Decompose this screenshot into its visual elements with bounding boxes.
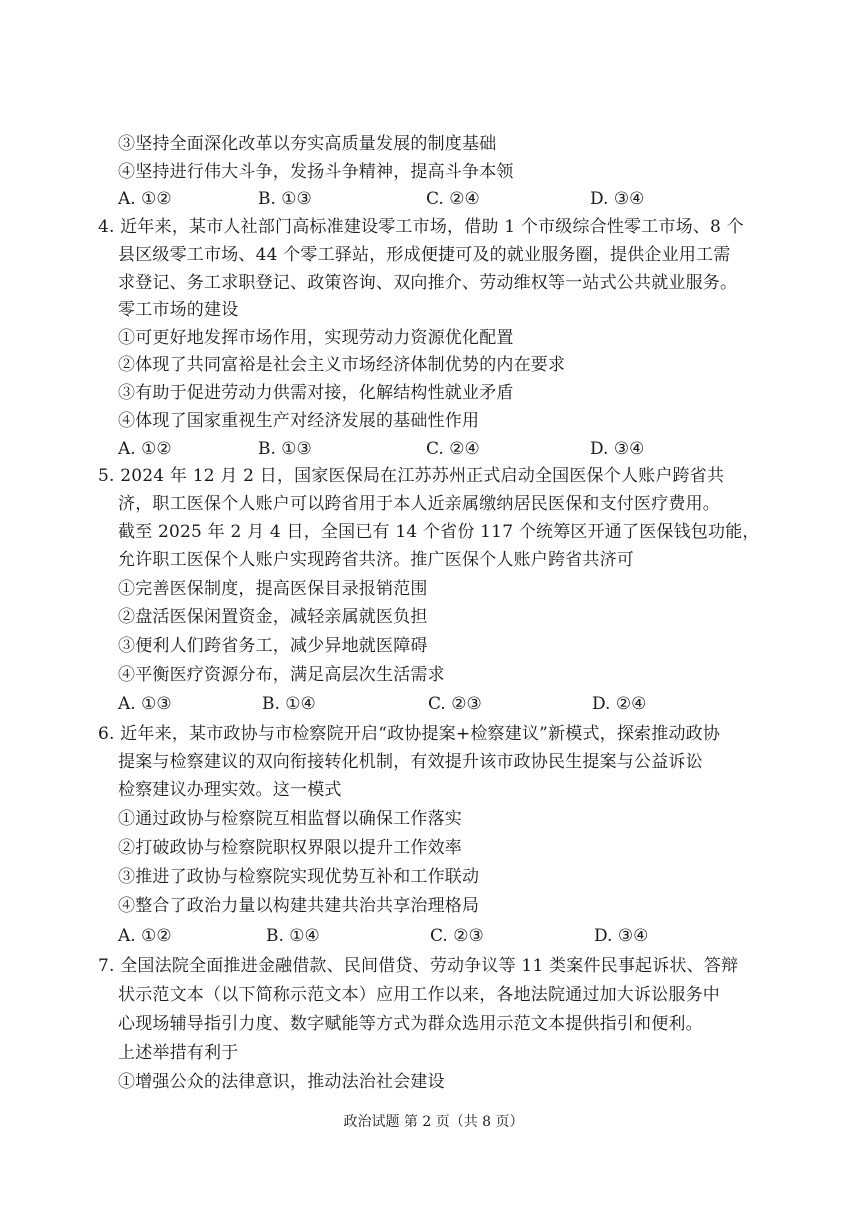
- q3-item-3: ③坚持全面深化改革以夯实高质量发展的制度基础: [118, 134, 497, 154]
- q7-stem-line-1: 7. 全国法院全面推进金融借款、民间借贷、劳动争议等 11 类案件民事起诉状、答辩: [98, 956, 739, 976]
- q3-item-4: ④坚持进行伟大斗争，发扬斗争精神，提高斗争本领: [118, 162, 514, 182]
- q4-item-1: ①可更好地发挥市场作用，实现劳动力资源优化配置: [118, 328, 514, 348]
- q4-stem-line-3: 求登记、务工求职登记、政策咨询、双向推介、劳动维权等一站式公共就业服务。: [118, 273, 738, 293]
- q6-item-3: ③推进了政协与检察院实现优势互补和工作联动: [118, 867, 480, 887]
- q5-options: [118, 693, 678, 715]
- q6-item-4: ④整合了政治力量以构建共建共治共享治理格局: [118, 896, 480, 916]
- q4-item-4: ④体现了国家重视生产对经济发展的基础性作用: [118, 411, 480, 431]
- q6-stem-line-2: 提案与检察建议的双向衔接转化机制，有效提升该市政协民生提案与公益诉讼: [118, 752, 703, 772]
- q5-item-2: ②盘活医保闲置资金，减轻亲属就医负担: [118, 607, 428, 627]
- q4-stem-line-4: 零工市场的建设: [118, 300, 239, 320]
- option-a: A. ①②: [118, 926, 172, 946]
- option-d: D. ③④: [594, 926, 649, 946]
- q4-stem-line-2: 县区级零工市场、44 个零工驿站，形成便捷可及的就业服务圈，提供企业用工需: [118, 245, 731, 265]
- option-b: B. ①④: [262, 694, 316, 714]
- option-a: A. ①③: [118, 694, 172, 714]
- q4-stem-line-1: 4. 近年来，某市人社部门高标准建设零工市场，借助 1 个市级综合性零工市场、8 个: [98, 217, 744, 237]
- q7-item-1: ①增强公众的法律意识，推动法治社会建设: [118, 1072, 445, 1092]
- q5-item-3: ③便利人们跨省务工，减少异地就医障碍: [118, 636, 428, 656]
- q5-stem-line-3: 截至 2025 年 2 月 4 日，全国已有 14 个省份 117 个统筹区开通了医保钱包功能，: [118, 522, 760, 542]
- option-c: C. ②③: [430, 926, 484, 946]
- option-d: D. ②④: [592, 694, 647, 714]
- q5-item-4: ④平衡医疗资源分布，满足高层次生活需求: [118, 665, 445, 685]
- q6-item-1: ①通过政协与检察院互相监督以确保工作落实: [118, 809, 462, 829]
- q4-item-3: ③有助于促进劳动力供需对接，化解结构性就业矛盾: [118, 383, 514, 403]
- option-d: D. ③④: [590, 439, 645, 459]
- q3-options: [118, 188, 678, 210]
- option-b: B. ①③: [258, 189, 312, 209]
- q4-options: [118, 438, 678, 460]
- q6-item-2: ②打破政协与检察院职权界限以提升工作效率: [118, 838, 462, 858]
- option-a: A. ①②: [118, 439, 172, 459]
- q7-stem-line-3: 心现场辅导指引力度、数字赋能等方式为群众选用示范文本提供指引和便利。: [118, 1014, 703, 1034]
- q5-stem-line-4: 允许职工医保个人账户实现跨省共济。推广医保个人账户跨省共济可: [118, 550, 634, 570]
- option-d: D. ③④: [590, 189, 645, 209]
- option-c: C. ②③: [428, 694, 482, 714]
- q7-stem-line-2: 状示范文本（以下简称示范文本）应用工作以来，各地法院通过加大诉讼服务中: [118, 985, 720, 1005]
- q6-stem-line-3: 检察建议办理实效。这一模式: [118, 780, 342, 800]
- option-a: A. ①②: [118, 189, 172, 209]
- q5-item-1: ①完善医保制度，提高医保目录报销范围: [118, 579, 428, 599]
- q6-stem-line-1: 6. 近年来，某市政协与市检察院开启“政协提案+检察建议”新模式，探索推动政协: [98, 724, 721, 744]
- option-b: B. ①④: [266, 926, 320, 946]
- q4-item-2: ②体现了共同富裕是社会主义市场经济体制优势的内在要求: [118, 355, 566, 375]
- q5-stem-line-1: 5. 2024 年 12 月 2 日，国家医保局在江苏苏州正式启动全国医保个人账户跨省共: [98, 466, 725, 486]
- page-footer: 政治试题 第 2 页（共 8 页）: [343, 1114, 524, 1130]
- q7-stem-line-4: 上述举措有利于: [118, 1043, 239, 1063]
- option-b: B. ①③: [258, 439, 312, 459]
- option-c: C. ②④: [426, 189, 480, 209]
- option-c: C. ②④: [426, 439, 480, 459]
- q6-options: [118, 925, 678, 947]
- q5-stem-line-2: 济，职工医保个人账户可以跨省用于本人近亲属缴纳居民医保和支付医疗费用。: [118, 494, 720, 514]
